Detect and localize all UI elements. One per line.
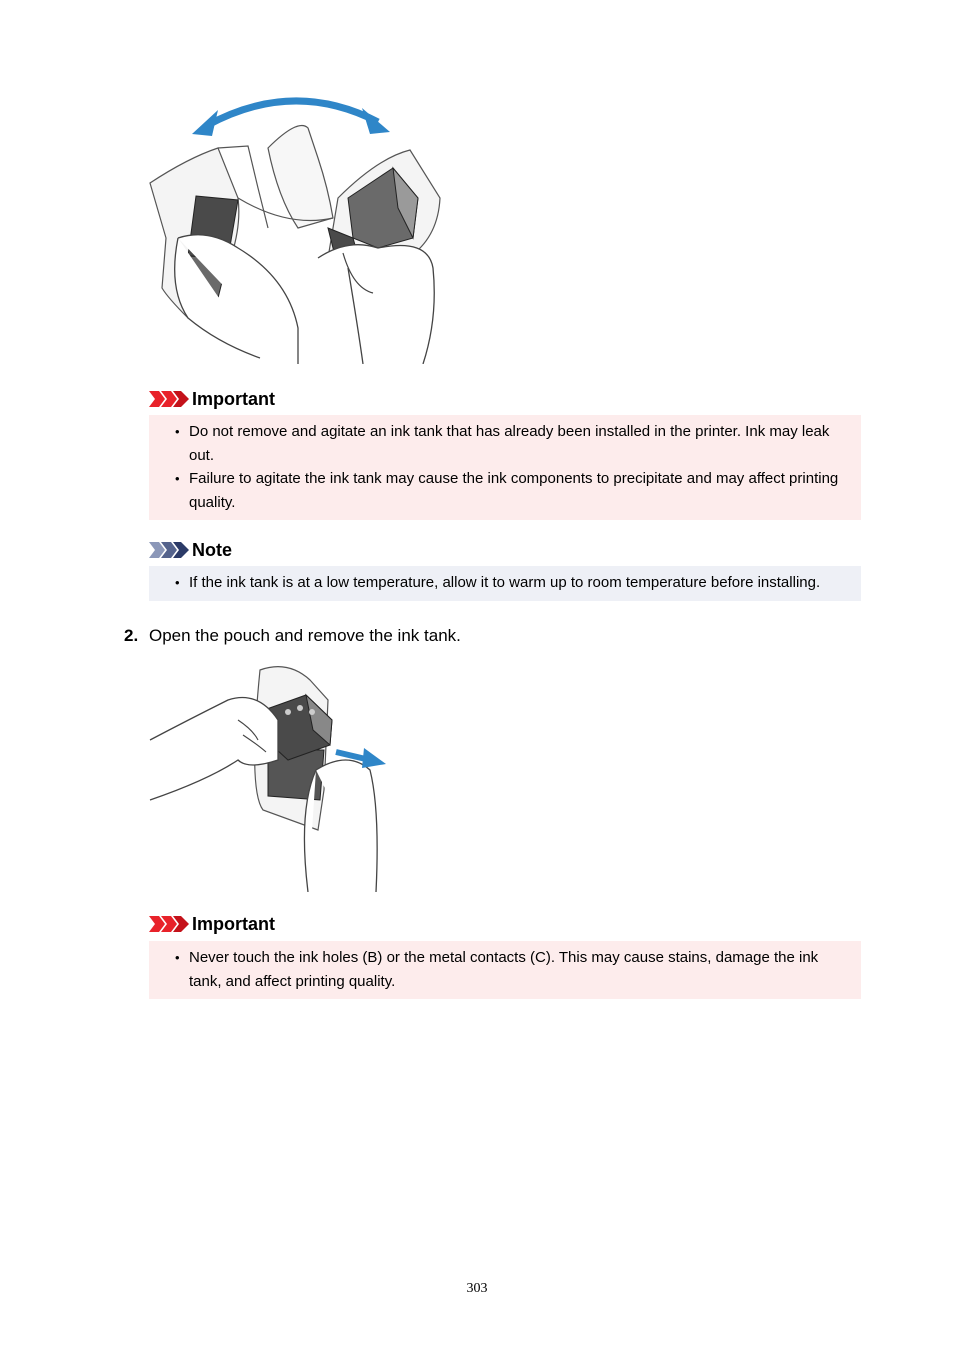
important-heading [149, 912, 275, 936]
remove-ink-tank-illustration [148, 660, 388, 892]
important-box [149, 941, 861, 999]
note-box [149, 566, 861, 601]
important-title: Important [192, 388, 275, 409]
important-chevron-icon [149, 391, 189, 407]
step-number: 2. [124, 626, 139, 645]
note-title: Note [192, 539, 232, 560]
agitate-ink-tank-illustration [148, 88, 443, 364]
important-title: Important [192, 913, 275, 934]
important-chevron-icon [149, 916, 189, 932]
step-text: Open the pouch and remove the ink tank. [149, 626, 461, 645]
list-item: • Do not remove and agitate an ink tank that has already been installed in the printer. Ink may leak out. [175, 420, 849, 467]
list-item: • Never touch the ink holes (B) or the metal contacts (C). This may cause stains, damage the ink tank, and affect printing quality. [175, 946, 849, 993]
step-2 [124, 626, 461, 646]
page-number: 303 [466, 1281, 488, 1296]
note-heading [149, 538, 232, 562]
list-item: • Failure to agitate the ink tank may cause the ink components to precipitate and may affect printing quality. [175, 467, 849, 514]
important-heading [149, 387, 275, 411]
important-box [149, 415, 861, 520]
list-item: • If the ink tank is at a low temperature, allow it to warm up to room temperature before installing. [175, 571, 849, 595]
note-chevron-icon [149, 542, 189, 558]
